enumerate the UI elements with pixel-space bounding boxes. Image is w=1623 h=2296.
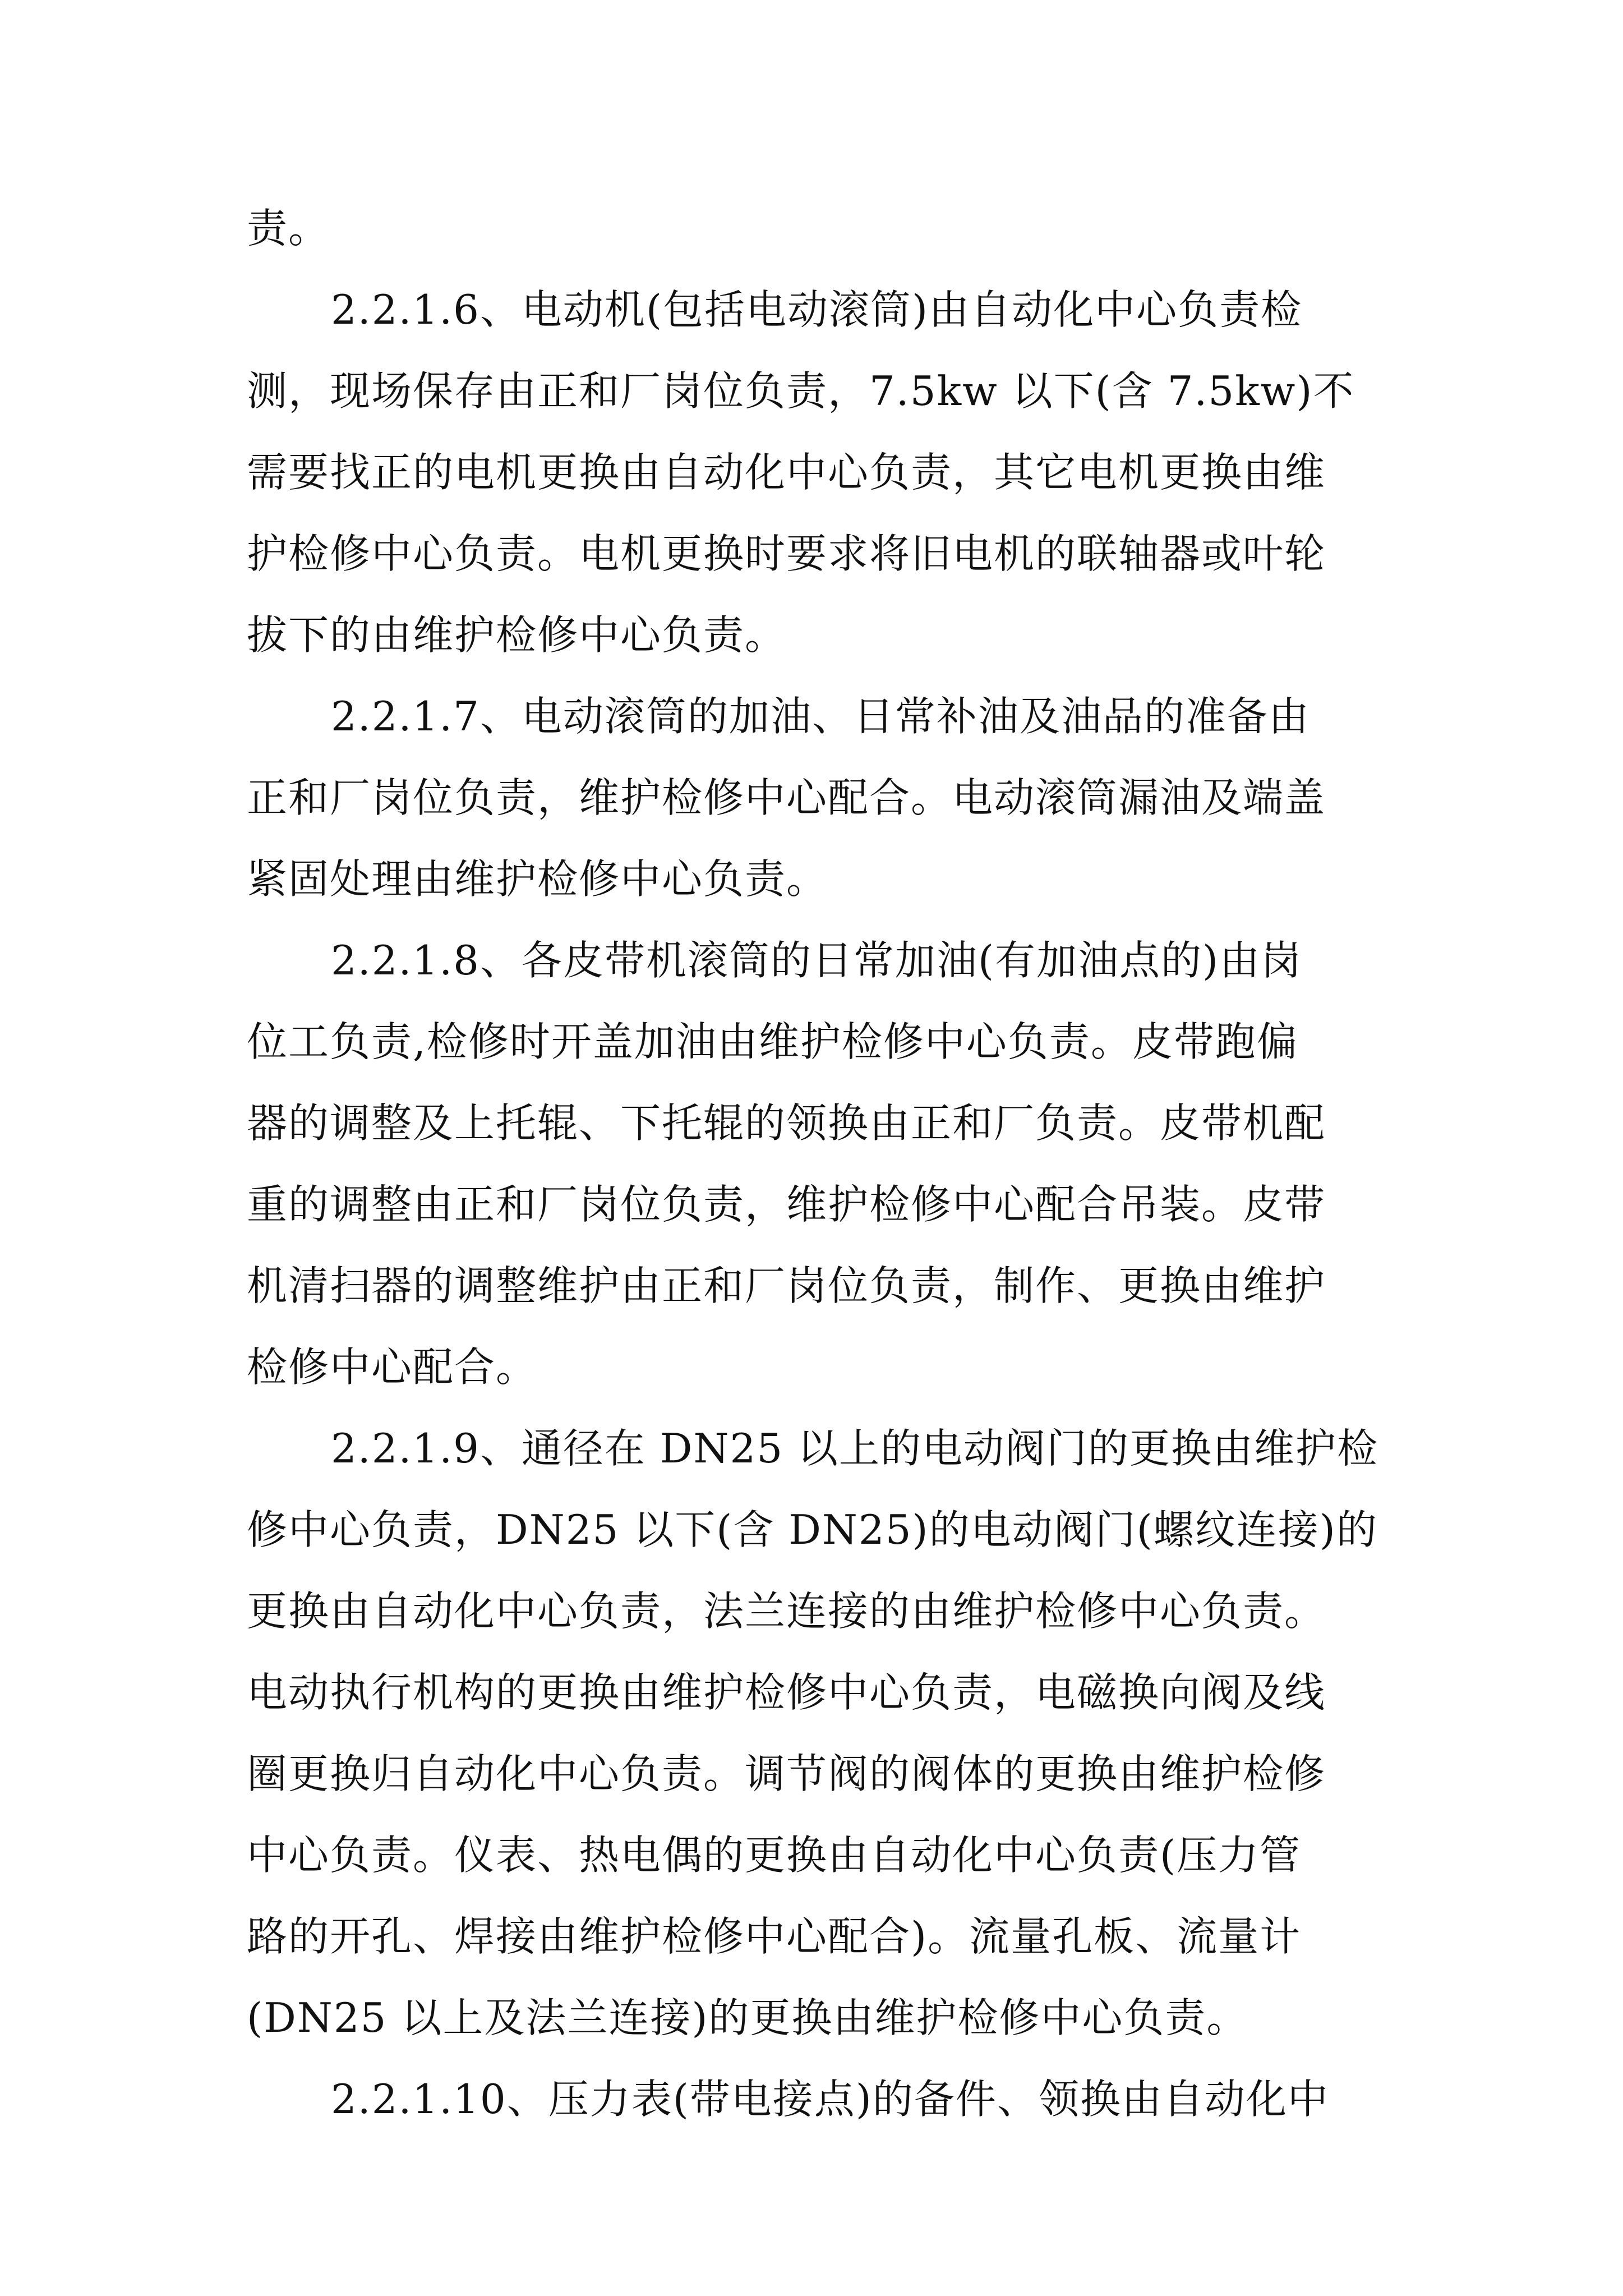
paragraph-first-line: 2.2.1.9、通径在 DN25 以上的电动阀门的更换由维护检 (331, 1425, 1379, 1472)
text-line: 责。 (247, 205, 330, 252)
text-line: 修中心负责，DN25 以下(含 DN25)的电动阀门(螺纹连接)的 (247, 1506, 1378, 1553)
text-line: 器的调整及上托辊、下托辊的领换由正和厂负责。皮带机配 (247, 1099, 1326, 1147)
text-line: 检修中心配合。 (247, 1343, 538, 1391)
text-line: 电动执行机构的更换由维护检修中心负责，电磁换向阀及线 (247, 1669, 1326, 1716)
text-line: 紧固处理由维护检修中心负责。 (247, 855, 828, 903)
paragraph-first-line: 2.2.1.6、电动机(包括电动滚筒)由自动化中心负责检 (331, 286, 1303, 333)
text-line: 圈更换归自动化中心负责。调节阀的阀体的更换由维护检修 (247, 1750, 1326, 1797)
text-line: 机清扫器的调整维护由正和厂岗位负责，制作、更换由维护 (247, 1262, 1326, 1309)
paragraph-first-line: 2.2.1.7、电动滚筒的加油、日常补油及油品的准备由 (331, 693, 1310, 740)
text-line: (DN25 以上及法兰连接)的更换由维护检修中心负责。 (247, 1994, 1248, 2041)
text-line: 路的开孔、焊接由维护检修中心配合)。流量孔板、流量计 (247, 1913, 1302, 1960)
text-line: 需要找正的电机更换由自动化中心负责，其它电机更换由维 (247, 449, 1326, 496)
text-line: 正和厂岗位负责，维护检修中心配合。电动滚筒漏油及端盖 (247, 774, 1326, 821)
text-line: 位工负责,检修时开盖加油由维护检修中心负责。皮带跑偏 (247, 1018, 1298, 1065)
text-line: 中心负责。仪表、热电偶的更换由自动化中心负责(压力管 (247, 1832, 1302, 1879)
text-line: 测，现场保存由正和厂岗位负责，7.5kw 以下(含 7.5kw)不 (247, 367, 1355, 415)
text-line: 拔下的由维护检修中心负责。 (247, 611, 787, 659)
document-body (247, 188, 1385, 2140)
paragraph-first-line: 2.2.1.8、各皮带机滚筒的日常加油(有加油点的)由岗 (331, 937, 1303, 984)
text-line: 护检修中心负责。电机更换时要求将旧电机的联轴器或叶轮 (247, 530, 1326, 577)
text-line: 更换由自动化中心负责，法兰连接的由维护检修中心负责。 (247, 1588, 1326, 1635)
paragraph-first-line: 2.2.1.10、压力表(带电接点)的备件、领换由自动化中 (331, 2076, 1329, 2123)
text-line: 重的调整由正和厂岗位负责，维护检修中心配合吊装。皮带 (247, 1181, 1326, 1228)
